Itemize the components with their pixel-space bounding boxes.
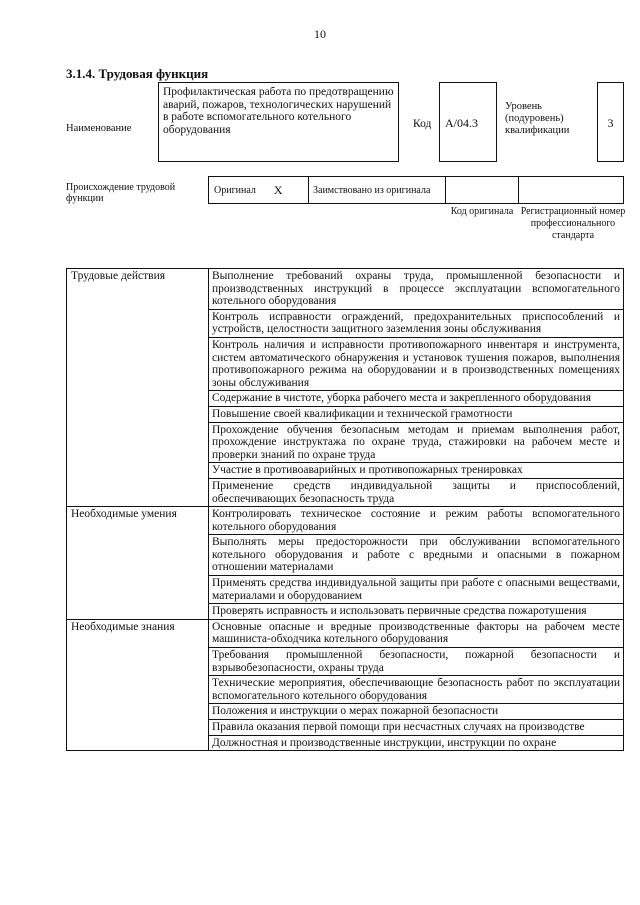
list-item: Положения и инструкции о мерах пожарной безопасности: [209, 704, 624, 720]
table-row: [67, 619, 624, 647]
reg-number-caption: Регистрационный номер профессионального стандарта: [520, 206, 626, 241]
borrowed-label: Заимствовано из оригинала: [313, 184, 431, 196]
code-original-cell: [445, 176, 519, 204]
code-label: Код: [413, 118, 432, 130]
list-item: Содержание в чистоте, уборка рабочего места и закрепленного оборудования: [209, 391, 624, 407]
list-item: Применение средств индивидуальной защиты и приспособлений, обеспечивающих безопасность труда: [209, 478, 624, 506]
section-title: 3.1.4. Трудовая функция: [66, 66, 209, 81]
list-item: Контролировать техническое состояние и режим работы вспомогательного котельного оборудования: [209, 507, 624, 535]
list-item: Выполнять меры предосторожности при обслуживании вспомогательного котельного оборудования и работе с вредными и опасными в пожарном отношении материалами: [209, 535, 624, 576]
function-name-value: Профилактическая работа по предотвращению аварий, пожаров, технологических нарушений в работе вспомогательного котельного оборудования: [163, 86, 394, 136]
list-item: Повышение своей квалификации и технической грамотности: [209, 406, 624, 422]
original-mark: X: [273, 182, 283, 197]
section-title-skills: Необходимые умения: [67, 507, 209, 620]
list-item: Выполнение требований охраны труда, промышленной безопасности и производственных инструкций в процессе эксплуатации вспомогательного котельного оборудования: [209, 269, 624, 310]
code-box: [439, 82, 497, 162]
list-item: Технические мероприятия, обеспечивающие безопасность работ по эксплуатации вспомогательного котельного оборудования: [209, 676, 624, 704]
table-row: [67, 507, 624, 535]
section-title-knowledge: Необходимые знания: [67, 619, 209, 750]
level-box: [597, 82, 624, 162]
level-value: 3: [607, 116, 614, 130]
table-row: [67, 269, 624, 310]
origin-label: Происхождение трудовой функции: [66, 182, 176, 204]
list-item: Контроль исправности ограждений, предохранительных приспособлений и устройств, целостности защитного заземления зоны обслуживания: [209, 309, 624, 337]
level-label: Уровень (подуровень) квалификации: [505, 101, 570, 136]
function-details-table: [66, 268, 624, 751]
section-title-labor-actions: Трудовые действия: [67, 269, 209, 507]
list-item: Прохождение обучения безопасным методам и приемам выполнения работ, прохождение инструктажа по охране труда, стажировки на рабочем месте и проверки знаний по охране труда: [209, 422, 624, 463]
list-item: Основные опасные и вредные производственные факторы на рабочем месте машиниста-обходчика котельного оборудования: [209, 619, 624, 647]
original-label: Оригинал: [214, 184, 256, 196]
list-item: Проверять исправность и использовать первичные средства пожаротушения: [209, 604, 624, 620]
code-original-caption: Код оригинала: [450, 206, 514, 217]
list-item: Требования промышленной безопасности, пожарной безопасности и взрывобезопасности, охраны труда: [209, 648, 624, 676]
reg-number-cell: [518, 176, 624, 204]
list-item: Правила оказания первой помощи при несчастных случаях на производстве: [209, 720, 624, 736]
borrowed-cell: [308, 176, 446, 204]
list-item: Применять средства индивидуальной защиты при работе с опасными веществами, материалами и оборудованием: [209, 576, 624, 604]
list-item: Должностная и производственные инструкции, инструкции по охране: [209, 735, 624, 751]
list-item: Контроль наличия и исправности противопожарного инвентаря и инструмента, систем автоматического обнаружения и установок тушения пожаров, выполнения противопожарного режима на оборудовании и в производственных помещениях зоны обслуживания: [209, 337, 624, 390]
function-name-box: [158, 82, 399, 162]
list-item: Участие в противоаварийных и противопожарных тренировках: [209, 463, 624, 479]
code-value: А/04.3: [445, 116, 478, 130]
original-cell: [208, 176, 308, 204]
page-number: 10: [314, 27, 326, 41]
name-label: Наименование: [66, 123, 132, 134]
origin-row: [208, 176, 624, 204]
